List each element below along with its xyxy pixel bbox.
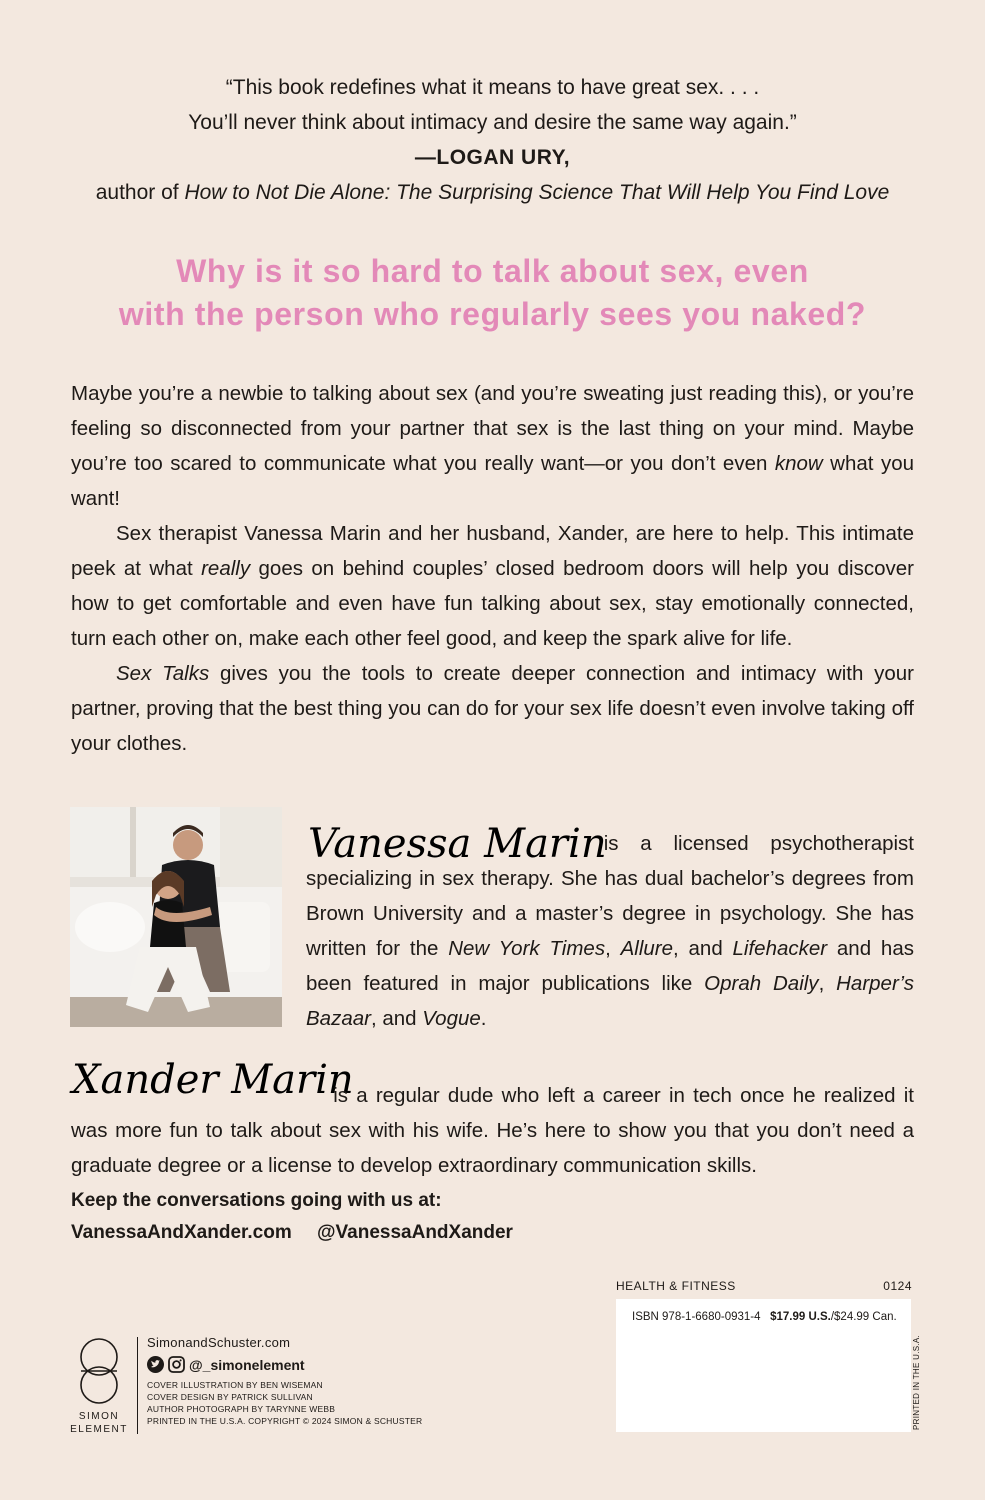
pub-nyt: New York Times: [448, 937, 606, 960]
endorsement-blurb: [40, 70, 945, 210]
xander-bio: [71, 1078, 914, 1183]
credit-line: COVER DESIGN BY PATRICK SULLIVAN: [147, 1392, 313, 1402]
vanessa-bio-end: .: [480, 1007, 487, 1030]
price-us: $17.99 U.S.: [770, 1311, 831, 1323]
endorser-book-title: How to Not Die Alone: [184, 181, 385, 204]
isbn-number: ISBN 978-1-6680-0931-4: [632, 1311, 761, 1323]
description-body: [71, 376, 914, 761]
endorser-credit: [40, 175, 945, 210]
publisher-website[interactable]: SimonandSchuster.com: [147, 1335, 291, 1350]
quote-line-1: “This book redefines what it means to have great sex. . . .: [225, 76, 760, 99]
social-handle-link[interactable]: @VanessaAndXander: [317, 1222, 513, 1243]
category-row: [616, 1279, 912, 1293]
xander-signature-text: Xander Marin: [72, 1057, 354, 1103]
publisher-social: [147, 1356, 422, 1373]
body-paragraph-3: [71, 656, 914, 761]
category-label: HEALTH & FITNESS: [616, 1279, 736, 1293]
contact-links: [71, 1217, 533, 1249]
body-paragraph-1: [71, 376, 914, 516]
p1-text-b: what you want!: [71, 452, 914, 510]
pub-harpers: Harper’s Bazaar: [306, 972, 914, 1030]
cover-credits: [147, 1379, 422, 1427]
pub-lifehacker: Lifehacker: [732, 937, 828, 960]
printed-in-label: PRINTED IN THE U.S.A.: [912, 1334, 921, 1430]
p2-text-a: Sex therapist Vanessa Marin and her husband, Xander, are here to help. This intimate peek at what: [71, 522, 914, 580]
pub-vogue: Vogue: [422, 1007, 481, 1030]
logo-line-2: ELEMENT: [70, 1424, 128, 1435]
price-can: $24.99 Can.: [834, 1311, 897, 1323]
vanessa-bio-text-a: is a licensed psychotherapist specializing in sex therapy. She has dual bachelor’s degrees from Brown University and a master’s degree in psychology. She has written for the: [306, 832, 914, 960]
logo-line-1: SIMON: [78, 1411, 120, 1422]
sep-2: , and: [673, 937, 733, 960]
headline-line-1: Why is it so hard to talk about sex, even: [176, 253, 809, 289]
simon-element-logo: [72, 1337, 128, 1437]
publisher-info: [147, 1335, 422, 1427]
twitter-icon[interactable]: [147, 1356, 164, 1373]
sep-4: , and: [370, 1007, 423, 1030]
pub-oprah: Oprah Daily: [704, 972, 819, 995]
headline-line-2: with the person who regularly sees you naked?: [118, 296, 867, 332]
credit-line: AUTHOR PHOTOGRAPH BY TARYNNE WEBB: [147, 1404, 336, 1414]
website-link[interactable]: VanessaAndXander.com: [71, 1222, 292, 1243]
vanessa-bio-text-b: and has been featured in major publications like: [306, 937, 914, 995]
credit-line: COVER ILLUSTRATION BY BEN WISEMAN: [147, 1380, 323, 1390]
instagram-icon[interactable]: [168, 1356, 185, 1373]
endorser-book-subtitle: : The Surprising Science That Will Help You Find Love: [384, 181, 890, 204]
p1-emphasis: know: [774, 452, 823, 475]
sep-3: ,: [818, 972, 837, 995]
contact-line: Keep the conversations going with us at:: [71, 1190, 442, 1211]
pub-allure: Allure: [620, 937, 674, 960]
body-paragraph-2: [71, 516, 914, 656]
p2-text-b: goes on behind couples’ closed bedroom doors will help you discover how to get comfortable and even have fun talking about sex, stay emotionally connected, turn each other on, make each other feel good, and keep the spark alive for life.: [71, 557, 914, 650]
author-photo: [70, 807, 282, 1027]
vanessa-bio: [306, 826, 914, 1036]
publisher-social-handle[interactable]: @_simonelement: [189, 1356, 305, 1373]
endorser-name: —LOGAN URY,: [414, 146, 571, 169]
p1-text-a: Maybe you’re a newbie to talking about sex (and you’re sweating just reading this), or you’re feeling so disconnected from your partner that sex is the last thing on your mind. Maybe you’re too scared to communicate what you really want—or you don’t even: [71, 382, 914, 475]
price-separator: /: [830, 1311, 835, 1323]
p3-text: gives you the tools to create deeper connection and intimacy with your partner, proving that the best thing you can do for your sex life doesn’t even involve taking off your clothes.: [71, 662, 914, 755]
p2-emphasis: really: [201, 557, 251, 580]
quote-line-2: You’ll never think about intimacy and desire the same way again.”: [188, 111, 797, 134]
author-of-prefix: author of: [95, 181, 185, 204]
isbn-price: [632, 1311, 897, 1323]
author-photo-image: [70, 807, 282, 1027]
vanessa-signature-text: Vanessa Marin: [308, 821, 607, 867]
headline: [40, 250, 945, 336]
sep-1: ,: [605, 937, 621, 960]
contact-callout: [71, 1185, 533, 1249]
book-title-inline: Sex Talks: [116, 662, 210, 685]
credit-line: PRINTED IN THE U.S.A. COPYRIGHT © 2024 SIMON & SCHUSTER: [147, 1416, 423, 1426]
category-code: 0124: [883, 1279, 912, 1293]
publisher-divider: [137, 1337, 138, 1434]
xander-bio-text: is a regular dude who left a career in tech once he realized it was more fun to talk about sex with his wife. He’s here to show you that you don’t need a graduate degree or a license to develop extraordinary communication skills.: [71, 1084, 914, 1177]
